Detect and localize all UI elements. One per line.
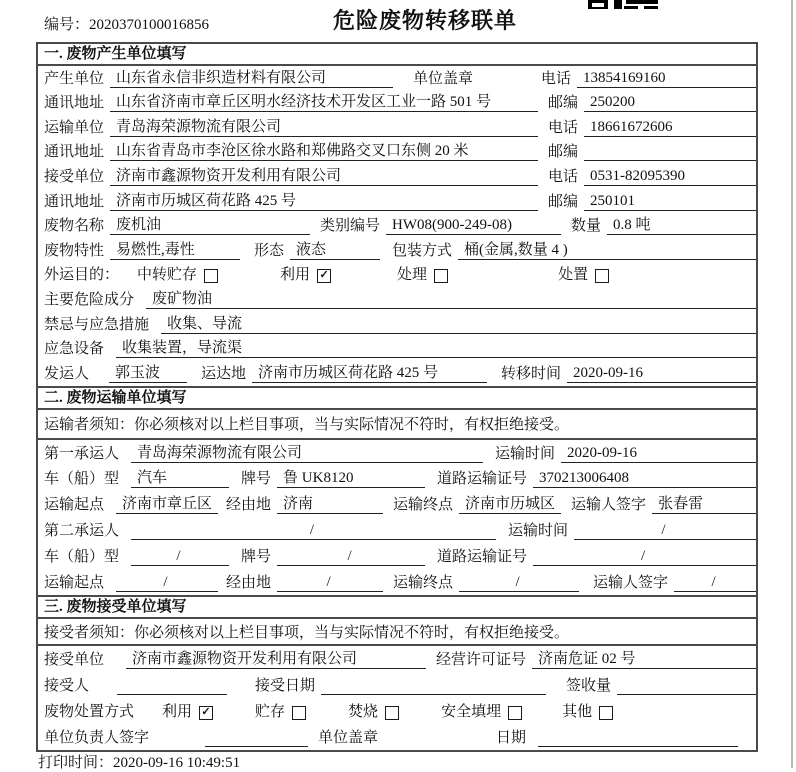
field-label: 废物名称 [44, 218, 105, 235]
page-edge-line [791, 0, 793, 768]
field-value: 250200 [584, 94, 756, 112]
print-time [38, 751, 240, 772]
checkbox-label: 处置 [558, 267, 589, 284]
field-label: 通讯地址 [44, 95, 105, 112]
form-row [38, 672, 756, 698]
field-value: / [131, 548, 229, 566]
field-value: / [277, 574, 383, 592]
field-label: 数量 [571, 218, 602, 235]
field-label: 发运人 [44, 365, 90, 382]
checkbox-label: 焚烧 [348, 703, 379, 720]
field-label: 通讯地址 [44, 144, 105, 161]
field-label: 运输人签字 [593, 574, 669, 591]
form-row [38, 238, 756, 263]
form-section [38, 44, 756, 386]
checkbox-unchecked-icon [204, 269, 218, 283]
notice-text: 接受者须知：你必须核对以上栏目事项，当与实际情况不符时，有权拒绝接受。 [44, 624, 570, 641]
field-label: 电话 [541, 70, 572, 87]
form-row [38, 140, 756, 165]
field-value: 汽车 [131, 470, 229, 488]
field-value: 山东省永信非织造材料有限公司 [110, 70, 393, 88]
field-value: 济南市鑫源物资开发利用有限公司 [110, 168, 538, 186]
checkbox-unchecked-icon [434, 269, 448, 283]
print-time-label: 打印时间： [38, 755, 114, 771]
serial-number [44, 13, 209, 34]
manifest-form-table [36, 42, 758, 752]
field-label: 经由地 [226, 497, 272, 514]
field-label: 转移时间 [501, 365, 562, 382]
field-label: 电话 [548, 119, 579, 136]
static-label: 单位盖章 [413, 70, 474, 87]
field-value: 青岛海荣源物流有限公司 [110, 119, 538, 137]
field-value: 收集装置，导流渠 [116, 340, 756, 358]
field-label: 运输时间 [495, 445, 556, 462]
field-value [538, 730, 738, 747]
field-label: 禁忌与应急措施 [44, 316, 150, 333]
form-row [38, 164, 756, 189]
form-section [38, 595, 756, 750]
field-label: 电话 [548, 168, 579, 185]
form-row [38, 724, 756, 750]
section-title: 三. 废物接受单位填写 [38, 597, 756, 619]
form-row [38, 361, 756, 386]
field-label: 通讯地址 [44, 193, 105, 210]
field-label: 经营许可证号 [436, 651, 527, 668]
field-value: 0531-82095390 [584, 168, 756, 186]
field-label: 运输时间 [508, 522, 569, 539]
field-label: 邮编 [548, 193, 579, 210]
field-label: 形态 [254, 242, 285, 259]
field-value: 山东省济南市章丘区明水经济技术开发区工业一路 501 号 [110, 94, 538, 112]
field-label: 车（船）型 [44, 548, 120, 565]
notice-row [38, 619, 756, 646]
field-label: 车（船）型 [44, 471, 120, 488]
checkbox-label: 贮存 [255, 703, 286, 720]
section-title: 一. 废物产生单位填写 [38, 44, 756, 66]
print-time-value: 2020-09-16 10:49:51 [113, 755, 241, 771]
field-value: 济南市历城区荷花路 425 号 [252, 365, 487, 383]
checkbox-group [280, 267, 331, 284]
field-value: 山东省青岛市李沧区徐水路和郑佛路交叉口东侧 20 米 [110, 143, 538, 161]
checkbox-label: 安全填埋 [441, 703, 502, 720]
field-label: 产生单位 [44, 70, 105, 87]
checkbox-unchecked-icon [292, 706, 306, 720]
field-label: 接受人 [44, 677, 90, 694]
field-label: 道路运输证号 [437, 471, 528, 488]
field-label: 运输起点 [44, 574, 105, 591]
form-row [38, 66, 756, 91]
field-value [205, 730, 308, 747]
field-value: 18661672606 [584, 119, 756, 137]
field-label: 牌号 [241, 471, 272, 488]
field-value: / [533, 548, 756, 566]
field-label: 运达地 [201, 365, 247, 382]
checkbox-unchecked-icon [595, 269, 609, 283]
checkbox-group [562, 704, 613, 721]
field-label: 运输单位 [44, 119, 105, 136]
field-value: 鲁 UK8120 [277, 470, 425, 488]
field-label: 第二承运人 [44, 522, 120, 539]
field-value [117, 678, 227, 695]
field-label: 接受单位 [44, 168, 105, 185]
checkbox-label: 其他 [562, 703, 593, 720]
field-value: HW08(900-249-08) [386, 217, 561, 235]
field-value [584, 144, 756, 161]
field-value: 2020-09-16 [561, 445, 756, 463]
field-label: 运输终点 [393, 574, 454, 591]
field-value [617, 678, 756, 695]
field-label: 应急设备 [44, 341, 105, 358]
checkbox-group [137, 267, 218, 284]
field-value: / [674, 574, 756, 592]
field-value: 青岛海荣源物流有限公司 [131, 445, 483, 463]
field-value: 济南 [277, 496, 383, 514]
checkbox-group [255, 704, 306, 721]
field-value: 桶(金属,数量 4 ) [458, 242, 756, 260]
checkbox-unchecked-icon [385, 706, 399, 720]
form-row [38, 263, 756, 288]
field-label: 日期 [496, 729, 527, 746]
form-row [38, 312, 756, 337]
checkbox-group [558, 267, 609, 284]
field-value: / [131, 522, 496, 540]
qr-code-partial-icon [588, 0, 658, 9]
field-value: 废机油 [110, 217, 310, 235]
field-value: 250101 [584, 193, 756, 211]
field-label: 主要危险成分 [44, 291, 135, 308]
field-value: 济南市历城区 [459, 496, 561, 514]
field-value: / [116, 574, 218, 592]
field-label: 邮编 [548, 144, 579, 161]
field-value: 0.8 吨 [607, 217, 756, 235]
field-value: 13854169160 [577, 70, 756, 88]
form-section [38, 386, 756, 595]
field-value: 废矿物油 [146, 291, 756, 309]
form-row [38, 466, 756, 492]
field-label: 类别编号 [320, 218, 381, 235]
field-value: / [277, 548, 425, 566]
form-row [38, 337, 756, 362]
notice-row [38, 410, 756, 440]
checkbox-label: 利用 [162, 703, 193, 720]
field-value: 济南市鑫源物资开发利用有限公司 [126, 651, 426, 669]
notice-text: 运输者须知：你必须核对以上栏目事项，当与实际情况不符时，有权拒绝接受。 [44, 417, 570, 434]
form-row [38, 543, 756, 569]
field-value: 液态 [290, 242, 380, 260]
field-label: 运输终点 [393, 497, 454, 514]
form-row [38, 214, 756, 239]
checkbox-group [441, 704, 522, 721]
checkbox-group [348, 704, 399, 721]
section-title: 二. 废物运输单位填写 [38, 388, 756, 410]
field-label: 牌号 [241, 548, 272, 565]
field-value: 2020-09-16 [567, 365, 756, 383]
field-value: 易燃性,毒性 [110, 242, 240, 260]
field-value: 郭玉波 [109, 365, 187, 383]
field-value: 370213006408 [533, 470, 756, 488]
form-row [38, 189, 756, 214]
field-label: 单位负责人签字 [44, 729, 150, 746]
field-label: 签收量 [566, 677, 612, 694]
field-value: 济南市章丘区 [116, 496, 218, 514]
serial-label: 编号： [44, 17, 90, 33]
field-label: 运输起点 [44, 497, 105, 514]
form-row [38, 517, 756, 543]
field-label: 废物特性 [44, 242, 105, 259]
field-label: 废物处置方式 [44, 703, 135, 720]
checkbox-unchecked-icon [599, 706, 613, 720]
checkbox-label: 利用 [280, 267, 311, 284]
field-value: 济南危证 02 号 [532, 651, 756, 669]
field-label: 接受单位 [44, 651, 105, 668]
checkbox-checked-icon [317, 269, 331, 283]
form-row [38, 646, 756, 672]
form-row [38, 440, 756, 466]
document-header [0, 0, 796, 42]
form-row [38, 569, 756, 595]
checkbox-label: 处理 [397, 267, 428, 284]
form-row [38, 115, 756, 140]
form-row [38, 491, 756, 517]
form-row [38, 91, 756, 116]
form-row [38, 287, 756, 312]
field-label: 外运目的： [44, 267, 120, 284]
field-value: 济南市历城区荷花路 425 号 [110, 193, 538, 211]
field-label: 运输人签字 [571, 497, 647, 514]
checkbox-unchecked-icon [508, 706, 522, 720]
field-label: 邮编 [548, 95, 579, 112]
field-label: 包装方式 [392, 242, 453, 259]
checkbox-label: 中转贮存 [137, 267, 198, 284]
serial-value: 2020370100016856 [89, 17, 210, 33]
static-label: 单位盖章 [318, 729, 379, 746]
checkbox-checked-icon [199, 706, 213, 720]
field-label: 经由地 [226, 574, 272, 591]
field-value: 收集、导流 [161, 316, 756, 334]
page-title: 危险废物转移联单 [333, 8, 518, 33]
field-label: 接受日期 [255, 677, 316, 694]
field-value: 张春雷 [652, 496, 756, 514]
field-label: 第一承运人 [44, 445, 120, 462]
field-value: / [459, 574, 579, 592]
checkbox-group [397, 267, 448, 284]
checkbox-group [162, 704, 213, 721]
form-row [38, 698, 756, 724]
field-value [321, 678, 546, 695]
field-value: / [574, 522, 756, 540]
field-label: 道路运输证号 [437, 548, 528, 565]
